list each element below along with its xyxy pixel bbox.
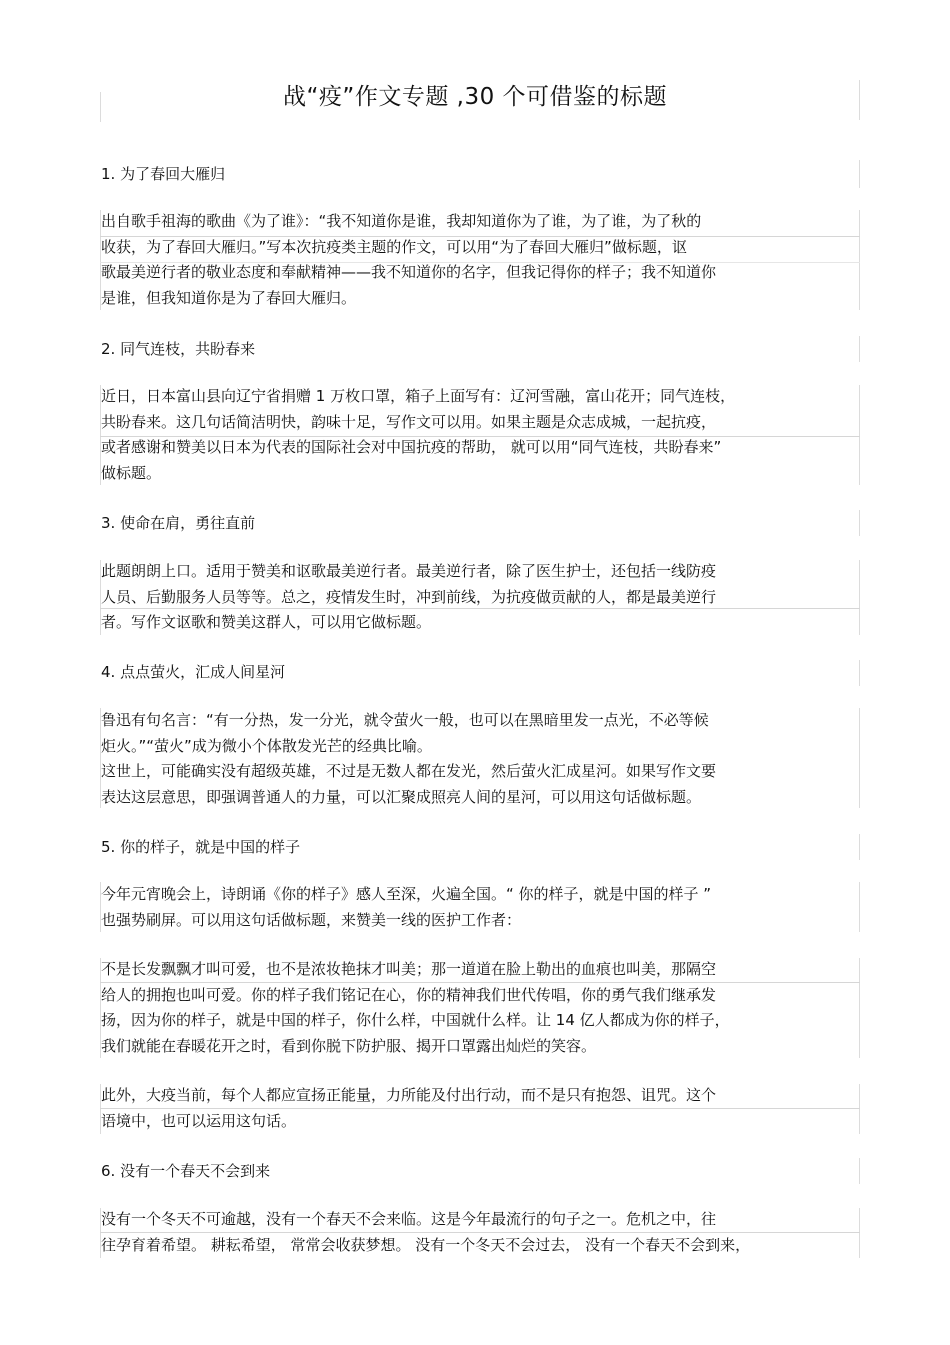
right-border xyxy=(859,882,860,932)
text-line: 人员、后勤服务人员等等。总之，疫情发生时，冲到前线，为抗疫做贡献的人，都是最美逆行 xyxy=(101,587,717,606)
right-border xyxy=(859,1158,860,1184)
text-line: 给人的拥抱也叫可爱。你的样子我们铭记在心，你的精神我们世代传唱，你的勇气我们继承发 xyxy=(101,985,717,1004)
section-heading: 3. 使命在肩，勇往直前 xyxy=(101,514,256,532)
paragraph xyxy=(101,708,716,810)
right-border xyxy=(859,336,860,362)
text-line: 炬火。”“萤火”成为微小个体散发光芒的经典比喻。 xyxy=(101,736,432,755)
section-heading: 2. 同气连枝，共盼春来 xyxy=(101,340,256,358)
text-line: 我们就能在春暖花开之时，看到你脱下防护服、揭开口罩露出灿烂的笑容。 xyxy=(101,1036,597,1055)
text-line: 者。写作文讴歌和赞美这群人，可以用它做标题。 xyxy=(101,613,432,631)
text-line: 此外，大疫当前，每个人都应宣扬正能量，力所能及付出行动，而不是只有抱怨、诅咒。这个 xyxy=(101,1086,717,1104)
right-border xyxy=(859,834,860,860)
section-heading: 5. 你的样子，就是中国的样子 xyxy=(101,838,301,856)
paragraph xyxy=(101,1207,750,1258)
text-line: 表达这层意思，即强调普通人的力量，可以汇聚成照亮人间的星河，可以用这句话做标题。 xyxy=(101,787,702,806)
text-line: 语境中，也可以运用这句话。 xyxy=(101,1111,297,1130)
text-line: 是谁，但我知道你是为了春回大雁归。 xyxy=(101,288,357,307)
right-border xyxy=(859,210,860,310)
text-line: 这世上，可能确实没有超级英雄，不过是无数人都在发光，然后萤火汇成星河。如果写作文要 xyxy=(101,762,717,780)
right-border xyxy=(859,708,860,808)
text-line: 鲁迅有句名言：“有一分热，发一分光，就令萤火一般，也可以在黑暗里发一点光，不必等候 xyxy=(101,711,709,729)
section-heading: 4. 点点萤火，汇成人间星河 xyxy=(101,663,286,681)
text-line: 也强势刷屏。可以用这句话做标题，来赞美一线的医护工作者： xyxy=(101,910,522,929)
right-border xyxy=(859,510,860,536)
text-line: 歌最美逆行者的敬业态度和奉献精神——我不知道你的名字，但我记得你的样子；我不知道你 xyxy=(101,263,717,281)
right-border xyxy=(859,160,860,188)
paragraph xyxy=(101,1083,716,1134)
paragraph xyxy=(101,882,711,933)
right-border xyxy=(859,1208,860,1258)
text-line: 往孕育着希望。 耕耘希望， 常常会收获梦想。 没有一个冬天不会过去， 没有一个春天不会到来， xyxy=(101,1235,751,1254)
text-line: 扬，因为你的样子，就是中国的样子，你什么样，中国就什么样。让 14 亿人都成为你的样子， xyxy=(101,1011,730,1029)
paragraph xyxy=(101,559,716,636)
section-heading: 6. 没有一个春天不会到来 xyxy=(101,1162,271,1180)
text-line: 出自歌手祖海的歌曲《为了谁》：“我不知道你是谁，我却知道你为了谁，为了谁，为了秋的 xyxy=(101,212,702,230)
page-title: 战“疫”作文专题 ,30 个可借鉴的标题 xyxy=(282,84,668,110)
right-border xyxy=(859,660,860,686)
text-line: 不是长发飘飘才叫可爱，也不是浓妆艳抹才叫美；那一道道在脸上勒出的血痕也叫美，那隔空 xyxy=(101,960,717,978)
text-line: 此题朗朗上口。适用于赞美和讴歌最美逆行者。最美逆行者，除了医生护士，还包括一线防疫 xyxy=(101,562,717,580)
right-border xyxy=(859,560,860,635)
paragraph xyxy=(101,209,716,311)
paragraph xyxy=(101,384,735,486)
text-line: 收获，为了春回大雁归。”写本次抗疫类主题的作文，可以用“为了春回大雁归”做标题，讴 xyxy=(101,237,687,256)
text-line: 或者感谢和赞美以日本为代表的国际社会对中国抗疫的帮助， 就可以用“同气连枝，共盼春来” xyxy=(101,438,722,456)
section-heading: 1. 为了春回大雁归 xyxy=(101,165,226,183)
text-line: 没有一个冬天不可逾越，没有一个春天不会来临。这是今年最流行的句子之一。危机之中，往 xyxy=(101,1210,717,1228)
right-border xyxy=(859,958,860,1058)
text-line: 近日，日本富山县向辽宁省捐赠 1 万枚口罩，箱子上面写有：辽河雪融，富山花开；同气连枝， xyxy=(101,387,736,405)
text-line: 做标题。 xyxy=(101,463,162,482)
text-line: 今年元宵晚会上，诗朗诵《你的样子》感人至深，火遍全国。“ 你的样子，就是中国的样子 ” xyxy=(101,885,712,903)
right-border xyxy=(859,385,860,485)
paragraph xyxy=(101,957,730,1059)
right-border xyxy=(859,1084,860,1134)
text-line: 共盼春来。这几句话简洁明快，韵味十足，写作文可以用。如果主题是众志成城，一起抗疫， xyxy=(101,412,717,431)
